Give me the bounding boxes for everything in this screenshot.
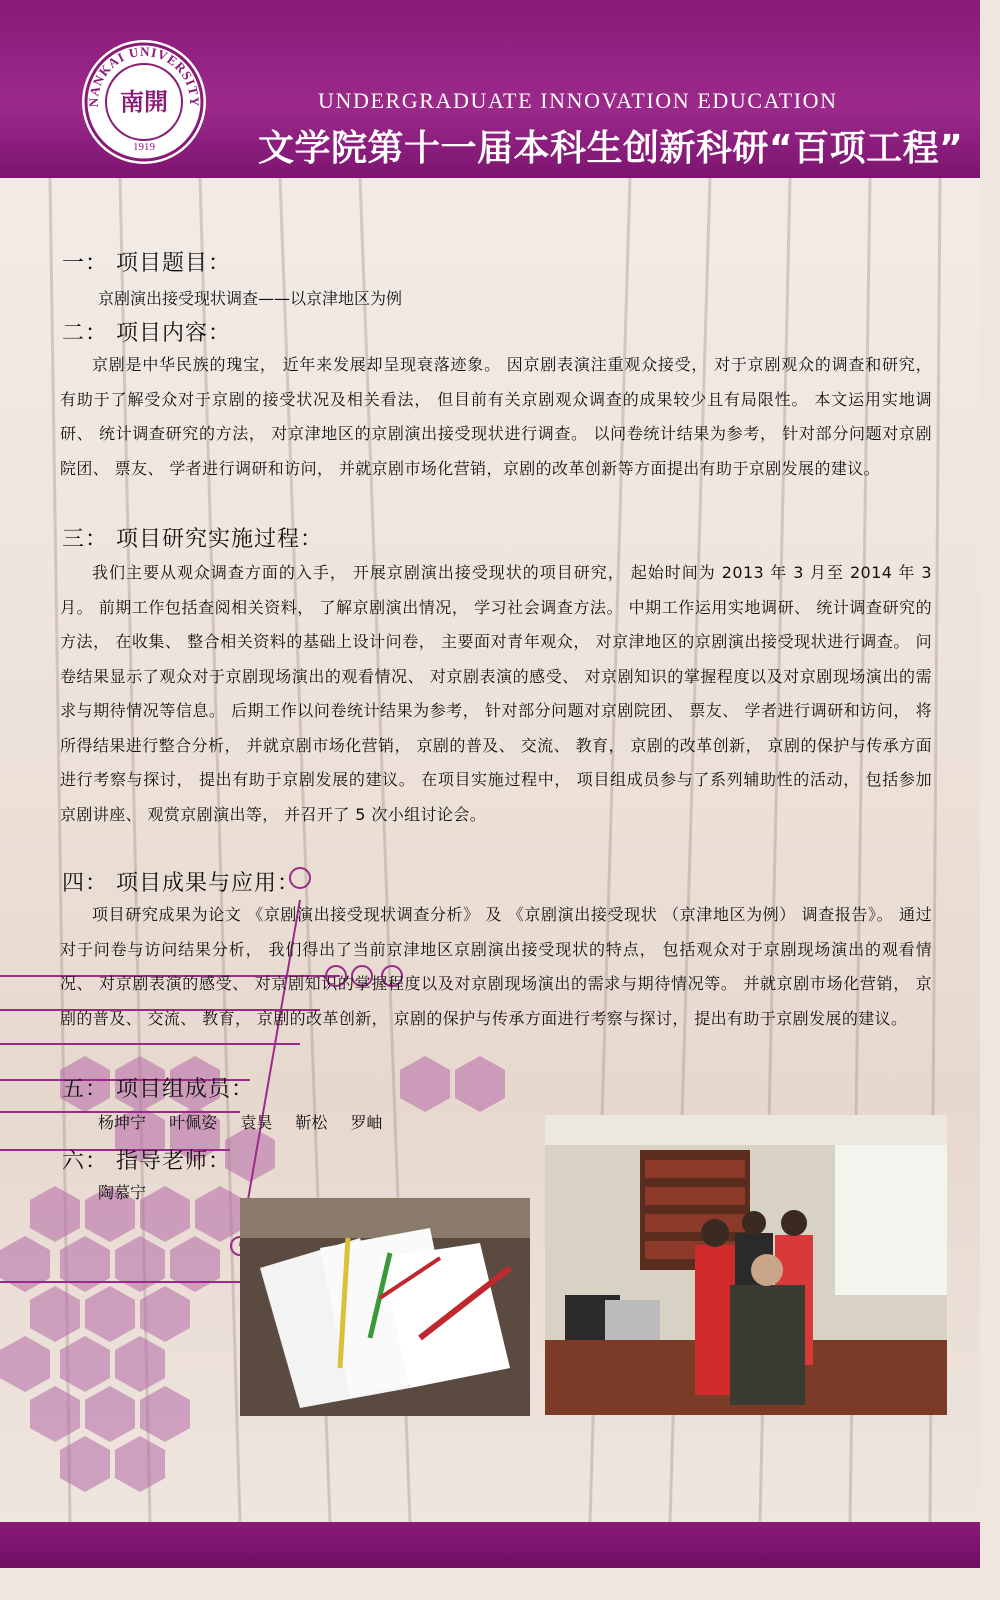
member-name: 靳松 (295, 1113, 328, 1132)
project-title-text: 京剧演出接受现状调查——以京津地区为例 (98, 289, 403, 308)
project-content-text: 京剧是中华民族的瑰宝， 近年来发展却呈现衰落迹象。 因京剧表演注重观众接受， 对于京剧观众的调查和研究， 有助于了解受众对于京剧的接受状况及相关看法， 但目前有关京剧观众调查的成果较少且有局限性。 本文运用实地调研、 统计调查研究的方法， 对京津地区的京剧演出接受现状进行调查。 以问卷统计结果为参考， 针对部分问题对京剧院团、 票友、 学者进行调研和访问， 并就京剧市场化营销，京剧的改革创新等方面提出有助于京剧发展的建议。 (60, 355, 932, 478)
photo-reports (240, 1198, 530, 1416)
header-subtitle-en: UNDERGRADUATE INNOVATION EDUCATION (318, 88, 838, 113)
header-title-cn: 文学院第十一届本科生创新科研“百项工程” (258, 128, 964, 169)
member-name: 袁昊 (240, 1113, 273, 1132)
member-name: 叶佩姿 (169, 1113, 218, 1132)
section-3-heading: 三： 项目研究实施过程： (62, 527, 323, 552)
nankai-seal-logo (80, 38, 208, 166)
process-text: 我们主要从观众调查方面的入手， 开展京剧演出接受现状的项目研究， 起始时间为 2013 年 3 月至 2014 年 3 月。 前期工作包括查阅相关资料， 了解京剧演出情况， 学习社会调查方法。 中期工作运用实地调研、 统计调查研究的方法， 在收集、 整合相关资料的基础上设计问卷， 主要面对青年观众， 对京津地区的京剧演出接受现状进行调查。 问卷结果显示了观众对于京剧现场演出的观看情况、 对京剧表演的感受、 对京剧知识的掌握程度以及对京剧现场演出的需求与期待情况等信息。 后期工作以问卷统计结果为参考， 针对部分问题对京剧院团、 票友、 学者进行调研和访问， 将所得结果进行整合分析， 并就京剧市场化营销， 京剧的普及、 交流、 教育， 京剧的改革创新， 京剧的保护与传承方面进行考察与探讨， 提出有助于京剧发展的建议。 在项目实施过程中， 项目组成员参与了系列辅助性的活动， 包括参加京剧讲座、 观赏京剧演出等， 并召开了 5 次小组讨论会。 (60, 563, 932, 824)
section-1-heading: 一： 项目题目： (62, 251, 231, 276)
svg-text:南開: 南開 (120, 88, 168, 116)
members-list (98, 1110, 400, 1133)
section-4-heading: 四： 项目成果与应用： (62, 871, 300, 896)
section-6-heading: 六： 指导老师： (62, 1149, 231, 1174)
advisor-name: 陶慕宁 (98, 1183, 147, 1202)
results-text: 项目研究成果为论文 《京剧演出接受现状调查分析》 及 《京剧演出接受现状 （京津地区为例） 调查报告》。 通过对于问卷与访问结果分析， 我们得出了当前京津地区京剧演出接受现状的特点， 包括观众对于京剧现场演出的观看情况、 对京剧表演的感受、 对京剧知识的掌握程度以及对京剧现场演出的需求与期待情况等。 并就京剧市场化营销， 京剧的普及、 交流、 教育， 京剧的改革创新， 京剧的保护与传承方面进行考察与探讨， 提出有助于京剧发展的建议。 (60, 905, 932, 1028)
project-content-paragraph (60, 348, 932, 486)
member-name: 罗岫 (350, 1113, 383, 1132)
photo-team-group (545, 1115, 947, 1415)
process-paragraph (60, 556, 932, 832)
section-5-heading: 五： 项目组成员： (62, 1077, 254, 1102)
svg-text:NANKAI UNIVERSITY: NANKAI UNIVERSITY (85, 43, 203, 108)
section-2-heading: 二： 项目内容： (62, 321, 231, 346)
results-paragraph (60, 898, 932, 1036)
member-name: 杨坤宁 (98, 1113, 147, 1132)
svg-text:1919: 1919 (133, 141, 155, 153)
footer-banner (0, 1522, 980, 1568)
